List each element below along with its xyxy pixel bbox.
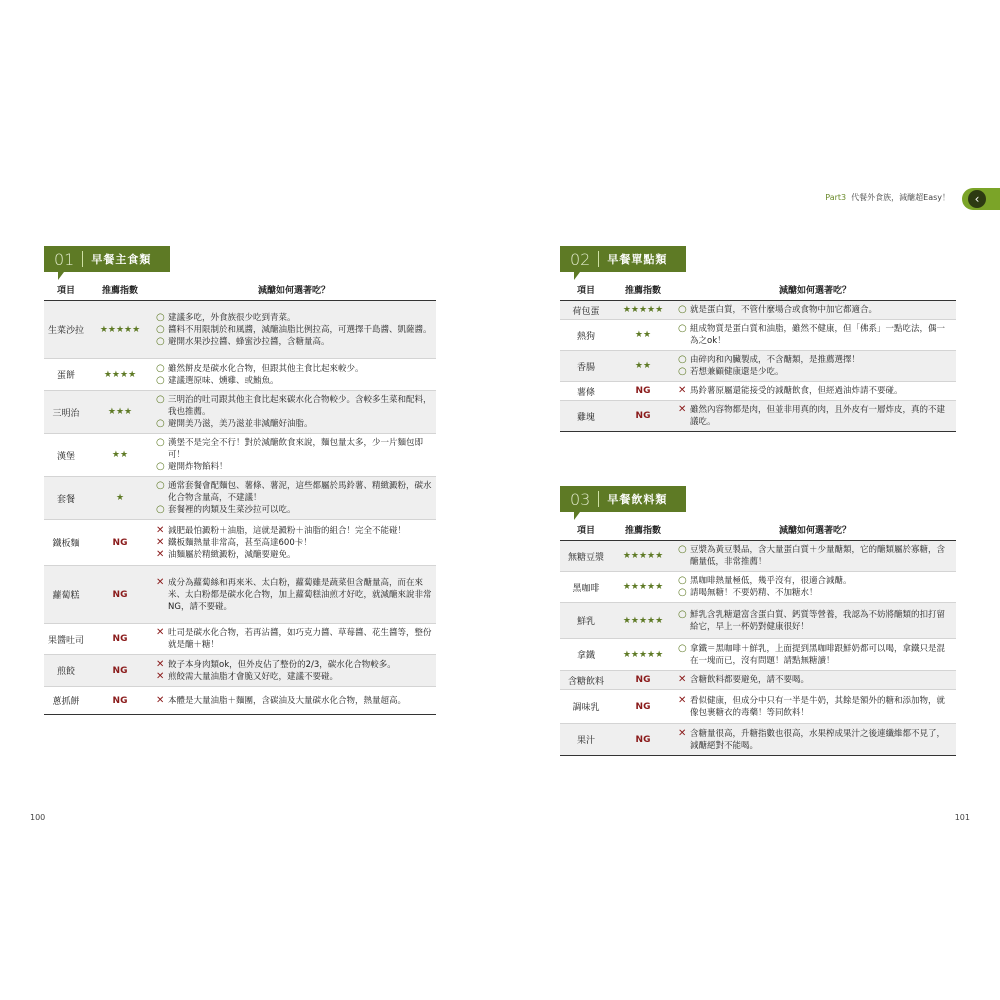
- advice-text: 漢堡不是完全不行！對於減醣飲食來說，麵包量太多，少一片麵包即可！: [168, 438, 424, 460]
- food-name: 生菜沙拉: [44, 301, 88, 359]
- circle-icon: ○: [678, 587, 687, 598]
- food-name: 黑咖啡: [560, 572, 612, 603]
- star-rating: ★★★★★: [612, 541, 674, 572]
- circle-icon: ○: [156, 437, 165, 448]
- advice-cell: [152, 301, 436, 359]
- advice-text: 若想兼顧健康還是少吃。: [690, 367, 784, 377]
- advice-note: [156, 577, 432, 613]
- advice-text: 由碎肉和內臟製成，不含醣類，是推薦選擇！: [690, 355, 861, 365]
- advice-cell: [674, 639, 956, 671]
- advice-text: 雖然內容物都是肉，但並非用真的肉，且外皮有一層炸皮，真的不建議吃。: [690, 405, 946, 427]
- advice-cell: [152, 566, 436, 624]
- advice-note: [156, 695, 432, 707]
- cross-icon: ✕: [156, 627, 165, 638]
- star-rating: ★: [88, 477, 152, 520]
- food-name: 套餐: [44, 477, 88, 520]
- table-row: [560, 724, 956, 756]
- advice-text: 套餐裡的肉類及生菜沙拉可以吃。: [168, 505, 296, 515]
- advice-cell: [152, 359, 436, 391]
- chapter-title: 代餐外食族，減醣超Easy！: [851, 193, 950, 202]
- circle-icon: ○: [678, 608, 687, 620]
- food-table: [560, 278, 956, 432]
- circle-icon: ○: [156, 394, 165, 405]
- cross-icon: ✕: [678, 694, 687, 706]
- chevron-left-icon[interactable]: ‹: [968, 190, 986, 208]
- food-name: 調味乳: [560, 690, 612, 724]
- food-name: 雞塊: [560, 401, 612, 432]
- circle-icon: ○: [156, 480, 165, 491]
- cross-icon: ✕: [156, 658, 165, 670]
- food-table: [44, 278, 436, 715]
- advice-cell: [674, 690, 956, 724]
- table-row: [560, 320, 956, 351]
- table-row: [560, 639, 956, 671]
- advice-note: [156, 480, 432, 504]
- column-header-item: 項目: [560, 518, 612, 541]
- column-header-rating: 推薦指數: [612, 278, 674, 301]
- part-label: Part3: [825, 193, 847, 202]
- advice-text: 本體是大量油脂＋麵團，含碳油及大量碳水化合物，熱量超高。: [168, 695, 407, 706]
- page-number-left: 100: [30, 813, 46, 822]
- section-title: 早餐主食類: [91, 253, 152, 266]
- circle-icon: ○: [678, 642, 687, 654]
- section-divider: [598, 251, 599, 267]
- column-header-advice: 減醣如何選著吃？: [674, 518, 956, 541]
- advice-text: 油麵屬於精緻澱粉，減醣要避免。: [168, 549, 296, 560]
- advice-text: 三明治的吐司跟其他主食比起來碳水化合物較少。含較多生菜和配料，我也推薦。: [168, 395, 432, 417]
- star-rating: ★★: [612, 351, 674, 382]
- food-name: 果醬吐司: [44, 624, 88, 655]
- advice-note: [156, 659, 432, 671]
- advice-text: 減肥最怕澱粉＋油脂，這就是澱粉＋油脂的組合！完全不能碰！: [168, 525, 407, 536]
- table-row: [560, 301, 956, 320]
- advice-text: 就是蛋白質，不管什麼場合或食物中加它都適合。: [690, 305, 878, 315]
- circle-icon: ○: [678, 575, 687, 586]
- advice-text: 避開炸物餡料！: [168, 462, 228, 472]
- advice-cell: [152, 520, 436, 566]
- advice-cell: [674, 320, 956, 351]
- table-header-row: [44, 278, 436, 301]
- advice-cell: [152, 655, 436, 687]
- food-name: 三明治: [44, 391, 88, 434]
- ng-badge: NG: [612, 382, 674, 401]
- advice-note: [678, 354, 952, 366]
- table-row: [44, 687, 436, 715]
- star-rating: ★★★★: [88, 359, 152, 391]
- section-breakfast-staples: [44, 246, 436, 715]
- advice-cell: [152, 477, 436, 520]
- column-header-advice: 減醣如何選著吃？: [152, 278, 436, 301]
- cross-icon: ✕: [156, 548, 165, 560]
- section-divider: [82, 251, 83, 267]
- table-row: [44, 520, 436, 566]
- advice-note: [156, 324, 432, 336]
- page-number-right: 101: [954, 813, 970, 822]
- advice-note: [156, 627, 432, 651]
- advice-note: [156, 525, 432, 537]
- section-tag: [560, 486, 686, 512]
- food-name: 蛋餅: [44, 359, 88, 391]
- table-row: [560, 603, 956, 639]
- circle-icon: ○: [156, 504, 165, 515]
- advice-cell: [674, 401, 956, 432]
- table-row: [44, 301, 436, 359]
- star-rating: ★★★★★: [612, 603, 674, 639]
- advice-cell: [674, 671, 956, 690]
- circle-icon: ○: [156, 362, 165, 374]
- table-row: [44, 391, 436, 434]
- food-name: 鐵板麵: [44, 520, 88, 566]
- advice-note: [156, 437, 432, 461]
- advice-text: 拿鐵＝黑咖啡＋鮮乳，上面提到黑咖啡跟鮮奶都可以喝，拿鐵只是混在一塊而已，沒有問題！請點無糖讀！: [690, 643, 946, 666]
- food-name: 蘿蔔糕: [44, 566, 88, 624]
- food-name: 煎餃: [44, 655, 88, 687]
- column-header-item: 項目: [560, 278, 612, 301]
- star-rating: ★★★★★: [612, 639, 674, 671]
- advice-note: [678, 366, 952, 378]
- advice-note: [156, 394, 432, 418]
- circle-icon: ○: [156, 461, 165, 472]
- ng-badge: NG: [88, 687, 152, 715]
- circle-icon: ○: [156, 418, 165, 429]
- star-rating: ★★: [88, 434, 152, 477]
- food-name: 薯條: [560, 382, 612, 401]
- advice-cell: [674, 541, 956, 572]
- circle-icon: ○: [156, 335, 165, 347]
- advice-cell: [674, 301, 956, 320]
- star-rating: ★★★★★: [612, 572, 674, 603]
- food-name: 蔥抓餅: [44, 687, 88, 715]
- advice-text: 建議選原味、燻雞、或鮪魚。: [168, 375, 279, 386]
- cross-icon: ✕: [156, 536, 165, 548]
- advice-cell: [674, 572, 956, 603]
- star-rating: ★★★★★: [612, 301, 674, 320]
- advice-note: [678, 728, 952, 752]
- table-row: [560, 351, 956, 382]
- advice-cell: [674, 603, 956, 639]
- food-name: 含糖飲料: [560, 671, 612, 690]
- food-name: 拿鐵: [560, 639, 612, 671]
- chapter-header: [780, 188, 1000, 214]
- cross-icon: ✕: [678, 385, 687, 396]
- advice-note: [678, 695, 952, 719]
- food-name: 熱狗: [560, 320, 612, 351]
- advice-note: [678, 643, 952, 667]
- advice-note: [678, 609, 952, 633]
- table-row: [560, 382, 956, 401]
- advice-cell: [152, 624, 436, 655]
- advice-cell: [674, 724, 956, 756]
- circle-icon: ○: [678, 366, 687, 377]
- circle-icon: ○: [678, 304, 687, 315]
- section-number: 03: [570, 489, 591, 509]
- advice-cell: [152, 687, 436, 715]
- advice-note: [156, 537, 432, 549]
- table-header-row: [560, 518, 956, 541]
- section-title: 早餐飲料類: [607, 493, 668, 506]
- cross-icon: ✕: [156, 670, 165, 682]
- food-name: 漢堡: [44, 434, 88, 477]
- advice-note: [156, 671, 432, 683]
- cross-icon: ✕: [678, 674, 687, 685]
- table-row: [560, 401, 956, 432]
- table-row: [560, 541, 956, 572]
- advice-text: 醬料不用限制於和風醬，減醣油脂比例拉高，可選擇千島醬、凱薩醬。: [168, 324, 432, 335]
- table-header-row: [560, 278, 956, 301]
- circle-icon: ○: [678, 354, 687, 365]
- ng-badge: NG: [88, 624, 152, 655]
- advice-note: [678, 674, 952, 686]
- section-number: 02: [570, 249, 591, 269]
- advice-text: 通常套餐會配麵包、薯條、薯泥，這些都屬於馬鈴薯、精緻澱粉，碳水化合物含量高，不建議！: [168, 481, 432, 503]
- circle-icon: ○: [678, 544, 687, 555]
- advice-text: 鮮乳含乳糖還富含蛋白質、鈣質等營養，我認為不妨將醣類的扣打留給它，早上一杯奶對健康很好！: [690, 609, 946, 632]
- advice-note: [678, 575, 952, 587]
- column-header-advice: 減醣如何選著吃？: [674, 278, 956, 301]
- advice-text: 成分為蘿蔔絲和再來米、太白粉，蘿蔔雖是蔬菜但含醣量高，而在來米、太白粉都是碳水化合物，加上蘿蔔糕油煎才好吃，就減醣來說非常NG，請不要碰。: [168, 577, 432, 612]
- advice-note: [678, 385, 952, 397]
- food-name: 荷包蛋: [560, 301, 612, 320]
- table-row: [44, 434, 436, 477]
- advice-text: 含糖飲料都要避免，請不要喝。: [690, 675, 810, 685]
- advice-cell: [674, 382, 956, 401]
- table-row: [560, 572, 956, 603]
- advice-text: 雖然餅皮是碳水化合物，但跟其他主食比起來較少。: [168, 363, 364, 374]
- section-tag: [560, 246, 686, 272]
- section-divider: [598, 491, 599, 507]
- table-row: [44, 477, 436, 520]
- table-row: [44, 655, 436, 687]
- ng-badge: NG: [612, 724, 674, 756]
- food-name: 無糖豆漿: [560, 541, 612, 572]
- advice-note: [678, 544, 952, 568]
- table-row: [44, 624, 436, 655]
- circle-icon: ○: [156, 311, 165, 323]
- advice-cell: [152, 434, 436, 477]
- advice-text: 含糖量很高，升糖指數也很高，水果榨成果汁之後連纖維都不見了，減醣絕對不能喝。: [690, 728, 946, 751]
- advice-note: [156, 418, 432, 430]
- circle-icon: ○: [156, 323, 165, 335]
- chapter-header-text: [825, 192, 950, 203]
- advice-note: [156, 504, 432, 516]
- advice-text: 避開美乃滋，美乃滋並非減醣好油脂。: [168, 419, 313, 429]
- column-header-rating: 推薦指數: [612, 518, 674, 541]
- food-name: 果汁: [560, 724, 612, 756]
- advice-text: 避開水果沙拉醬、蜂蜜沙拉醬，含糖量高。: [168, 336, 330, 347]
- column-header-rating: 推薦指數: [88, 278, 152, 301]
- ng-badge: NG: [612, 690, 674, 724]
- advice-note: [156, 375, 432, 387]
- advice-text: 馬鈴薯原屬還能接受的減醣飲食，但經過油炸請不要碰。: [690, 386, 903, 396]
- cross-icon: ✕: [678, 727, 687, 739]
- advice-note: [156, 363, 432, 375]
- star-rating: ★★★: [88, 391, 152, 434]
- cross-icon: ✕: [156, 576, 165, 588]
- section-breakfast-sides: [560, 246, 956, 432]
- ng-badge: NG: [88, 520, 152, 566]
- table-row: [560, 671, 956, 690]
- advice-text: 黑咖啡熱量極低，幾乎沒有，很適合減醣。: [690, 576, 852, 586]
- advice-text: 吐司是碳水化合物，若再沾醬，如巧克力醬、草莓醬、花生醬等，整份就是醣＋糖！: [168, 628, 432, 650]
- advice-text: 餃子本身肉類ok，但外皮佔了整份的2/3，碳水化合物較多。: [168, 659, 396, 670]
- cross-icon: ✕: [678, 404, 687, 415]
- advice-cell: [674, 351, 956, 382]
- food-table: [560, 518, 956, 756]
- advice-note: [678, 304, 952, 316]
- advice-text: 看似健康，但成分中只有一半是牛奶，其餘是額外的糖和添加物，就像包裹糖衣的毒藥！等同飲料！: [690, 695, 946, 718]
- advice-note: [678, 323, 952, 347]
- advice-text: 請喝無糖！不要奶精、不加糖水！: [690, 588, 818, 598]
- advice-cell: [152, 391, 436, 434]
- section-breakfast-drinks: [560, 486, 956, 756]
- section-title: 早餐單點類: [607, 253, 668, 266]
- table-row: [44, 359, 436, 391]
- ng-badge: NG: [88, 655, 152, 687]
- section-number: 01: [54, 249, 75, 269]
- ng-badge: NG: [612, 671, 674, 690]
- advice-text: 豆漿為黃豆製品，含大量蛋白質＋少量醣類，它的醣類屬於寡糖，含醣量低，非常推薦！: [690, 545, 946, 567]
- advice-text: 鐵板麵熱量非常高，甚至高達600卡！: [168, 537, 312, 548]
- column-header-item: 項目: [44, 278, 88, 301]
- food-name: 鮮乳: [560, 603, 612, 639]
- food-name: 香腸: [560, 351, 612, 382]
- advice-note: [156, 549, 432, 561]
- ng-badge: NG: [88, 566, 152, 624]
- table-row: [560, 690, 956, 724]
- advice-note: [156, 336, 432, 348]
- ng-badge: NG: [612, 401, 674, 432]
- advice-note: [678, 404, 952, 428]
- advice-note: [156, 312, 432, 324]
- advice-text: 建議多吃，外食族很少吃到青菜。: [168, 312, 296, 323]
- circle-icon: ○: [678, 323, 687, 334]
- advice-text: 煎餃需大量油脂才會脆又好吃，建議不要碰。: [168, 671, 339, 682]
- advice-note: [678, 587, 952, 599]
- advice-text: 組成物質是蛋白質和油脂，雖然不健康，但「佛系」一點吃法，偶一為之ok！: [690, 324, 946, 346]
- table-row: [44, 566, 436, 624]
- star-rating: ★★★★★: [88, 301, 152, 359]
- circle-icon: ○: [156, 374, 165, 386]
- star-rating: ★★: [612, 320, 674, 351]
- section-tag: [44, 246, 170, 272]
- cross-icon: ✕: [156, 524, 165, 536]
- cross-icon: ✕: [156, 694, 165, 706]
- advice-note: [156, 461, 432, 473]
